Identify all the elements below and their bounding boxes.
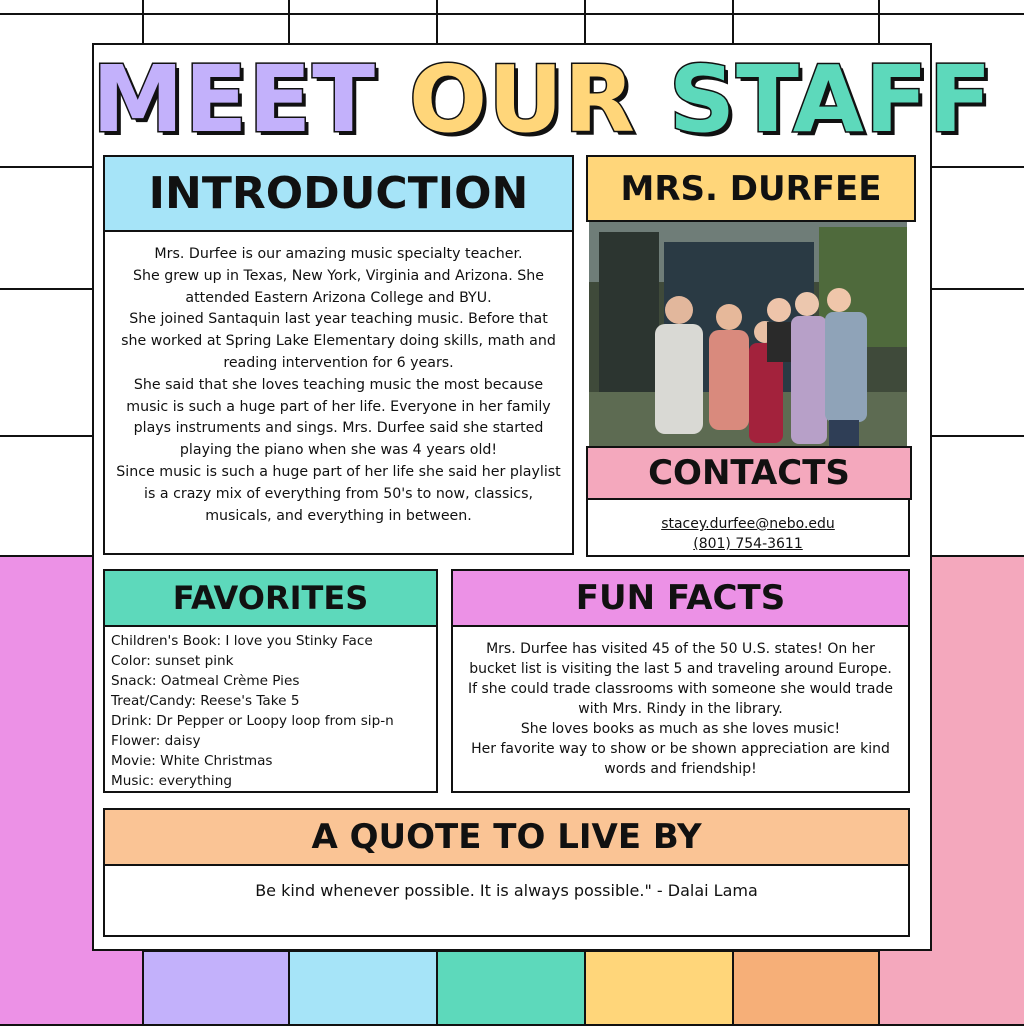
title-word-our: OUR [409, 46, 636, 153]
introduction-heading [103, 155, 574, 232]
contacts-heading-text: CONTACTS [648, 453, 850, 493]
favorites-heading-text: FAVORITES [172, 579, 369, 617]
grid-line [142, 0, 144, 44]
favorites-list [103, 625, 438, 793]
contacts-heading [586, 446, 912, 500]
family-photo-illustration [589, 222, 907, 446]
list-item: Color: sunset pink [111, 653, 234, 669]
list-item: Children's Book: I love you Stinky Face [111, 633, 373, 649]
intro-paragraph: She joined Santaquin last year teaching music. Before that she worked at Spring Lake Elementary doing skills, math and reading intervention for 6 years. [121, 311, 556, 371]
title-word-staff: STAFF [668, 46, 993, 153]
list-item: Snack: Oatmeal Crème Pies [111, 673, 300, 689]
introduction-heading-text: INTRODUCTION [148, 168, 529, 219]
intro-paragraph: Since music is such a huge part of her life she said her playlist is a crazy mix of everything from 50's to now, classics, musicals, and everything in between. [116, 463, 561, 524]
intro-paragraph: She said that she loves teaching music the most because music is such a huge part of her life. Everyone in her family plays instruments and sings. Mrs. Durfee said she started playing the piano when she was 4 years old! [126, 376, 551, 459]
fun-fact: Mrs. Durfee has visited 45 of the 50 U.S. states! On her bucket list is visiting the last 5 and traveling around Europe. [469, 641, 892, 677]
fun-facts-heading [451, 569, 910, 627]
quote-text: Be kind whenever possible. It is always possible." - Dalai Lama [255, 881, 758, 900]
quote-heading [103, 808, 910, 866]
intro-paragraph: Mrs. Durfee is our amazing music specialty teacher. [154, 246, 523, 262]
email-link[interactable]: stacey.durfee@nebo.edu [661, 516, 835, 532]
quote-heading-text: A QUOTE TO LIVE BY [311, 817, 702, 857]
quote-body [103, 864, 910, 937]
list-item: Treat/Candy: Reese's Take 5 [111, 693, 300, 709]
fun-fact: If she could trade classrooms with someone she would trade with Mrs. Rindy in the library. [467, 681, 894, 717]
name-heading [586, 155, 916, 222]
fun-fact: Her favorite way to show or be shown appreciation are kind words and friendship! [471, 741, 890, 777]
bg-block-yellow [584, 950, 734, 1026]
grid-line [436, 0, 438, 44]
fun-facts-body [451, 625, 910, 793]
contacts-body [586, 498, 910, 557]
bg-block-orange [732, 950, 880, 1026]
family-photo [589, 222, 907, 446]
page-title [92, 46, 993, 153]
bg-block-blue [288, 950, 438, 1026]
grid-line [584, 0, 586, 44]
fun-facts-heading-text: FUN FACTS [575, 578, 786, 618]
introduction-body [103, 230, 574, 555]
list-item: Music: everything [111, 773, 232, 789]
bg-block-purple [142, 950, 290, 1026]
grid-line [288, 0, 290, 44]
intro-paragraph: She grew up in Texas, New York, Virginia and Arizona. She attended Eastern Arizona College and BYU. [132, 267, 545, 306]
grid-line [878, 0, 880, 44]
phone-link[interactable]: (801) 754-3611 [693, 536, 803, 552]
favorites-heading [103, 569, 438, 627]
grid-line [732, 0, 734, 44]
list-item: Drink: Dr Pepper or Loopy loop from sip-n [111, 713, 394, 729]
name-heading-text: MRS. DURFEE [620, 168, 882, 209]
title-word-meet: MEET [92, 46, 376, 153]
list-item: Movie: White Christmas [111, 753, 273, 769]
fun-fact: She loves books as much as she loves music! [520, 721, 841, 737]
grid-line [0, 13, 1024, 15]
list-item: Flower: daisy [111, 733, 201, 749]
bg-block-teal [436, 950, 586, 1026]
